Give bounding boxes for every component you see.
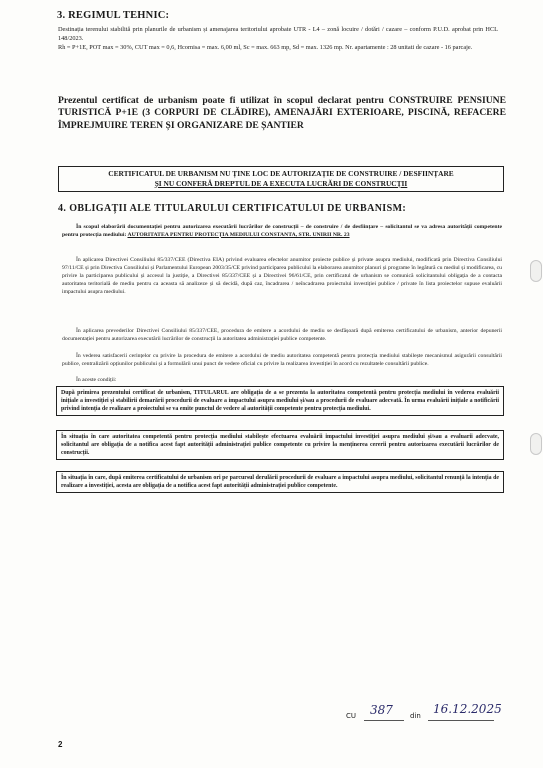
date-underline bbox=[428, 720, 494, 721]
obligation-box-2: În situația în care autoritatea competentă pentru protecția mediului stabilește efectuarea evaluării impactului investiției asupra mediului și/sau a evaluarii adecvate, solicitantul are obligația de a notifica acest fapt autorității administrației publice competente cu privire la menținerea cererii pentru autorizarea executării lucrărilor de construcții. bbox=[56, 430, 504, 460]
punch-hole-bottom bbox=[530, 433, 542, 455]
section-4-p2 bbox=[62, 257, 502, 297]
punch-hole-top bbox=[530, 260, 542, 282]
page-number: 2 bbox=[58, 740, 63, 749]
p3-text: În aplicarea prevederilor Directivei Consiliului 85/337/CEE, procedura de emitere a acordului de mediu se desfășoară după emiterea certificatului de urbanism, anterior depunerii documentației pentru autorizarea executării lucrărilor de construcții la autoritatea administrației publice competente. bbox=[62, 328, 502, 342]
cu-label: CU bbox=[346, 712, 357, 720]
section-4-title: 4. OBLIGAȚII ALE TITULARULUI CERTIFICATULUI DE URBANISM: bbox=[58, 203, 407, 214]
obligation-box-1: După primirea prezentului certificat de urbanism, TITULARUL are obligația de a se prezenta la autoritatea competentă pentru protecția mediului în vederea evaluării inițiale a investiției și stabilirii demarării procedurii de evaluare a impactului asupra mediului și/sau a procedurii de evaluare adecvată. În urma evaluării inițiale a notificării privind intenția de realizare a proiectului se va emite punctul de vedere al autorității competente pentru protecția mediului. bbox=[56, 386, 504, 416]
p4-text: În vederea satisfacerii cerințelor cu privire la procedura de emitere a acordului de mediu autoritatea competentă pentru protecția mediului stabilește mecanismul asigurării consultării publice, centralizării opțiunilor publicului și a formulării unui punct de vedere oficial cu privire la realizarea investiției în acord cu rezultatele consultării publice. bbox=[62, 353, 502, 367]
environment-authority: AUTORITATEA PENTRU PROTECȚIA MEDIULUI CONSTANTA, STR. UNIRII NR. 23 bbox=[127, 231, 350, 238]
section-4-p3 bbox=[62, 328, 502, 344]
warning-line-2: ȘI NU CONFERĂ DREPTUL DE A EXECUTA LUCRĂRI DE CONSTRUCȚII bbox=[154, 179, 408, 188]
din-label: din bbox=[410, 712, 421, 720]
section-4-p4 bbox=[62, 353, 502, 369]
cu-number: 387 bbox=[370, 703, 393, 717]
section-4-p5 bbox=[62, 377, 502, 385]
certificate-purpose: Prezentul certificat de urbanism poate fi utilizat în scopul declarat pentru CONSTRUIRE PENSIUNE TURISTICĂ P+1E (3 CORPURI DE CLĂDIRE), AMENAJĂRI EXTERIOARE, PISCINĂ, REFACERE ÎMPREJMUIRE TEREN ȘI ORGANIZARE DE ȘANTIER bbox=[58, 95, 506, 131]
section-3-title: 3. REGIMUL TEHNIC: bbox=[57, 10, 170, 21]
section-3-indicators: Rh = P+1E, POT max = 30%, CUT max = 0,6, Hcornisa = max. 6,00 ml, Sc = max. 663 mp, Sd = max. 1326 mp. Nr. apartamente : 28 unitati de cazare - 16 parcaje. bbox=[58, 44, 473, 51]
obligation-box-3: În situația în care, după emiterea certificatului de urbanism ori pe parcursul derulării procedurii de evaluare a impactului asupra mediului, solicitantul renunță la intenția de realizare a investiției, acesta are obligația de a notifica acest fapt autorității administrației publice competente. bbox=[56, 471, 504, 493]
warning-line-1: CERTIFICATUL DE URBANISM NU ȚINE LOC DE AUTORIZAȚIE DE CONSTRUIRE / DESFIINȚARE bbox=[108, 169, 454, 178]
issue-date: 16.12.2025 bbox=[433, 702, 502, 716]
section-3-destination: Destinația terenului stabilită prin planurile de urbanism și amenajarea teritoriului aprobate UTR - L4 – zonă locuire / dotări / cazare – conform P.U.D. aprobat prin HCL 148/2023. bbox=[58, 26, 498, 42]
p2-text: În aplicarea Directivei Consiliului 85/337/CEE (Directiva EIA) privind evaluarea efectelor anumitor proiecte publice și private asupra mediului, modificată prin Directiva Consiliului 97/11/CE și prin Directiva Consiliului și Parlamentului European 2003/35/CE privind participarea publicului la elaborarea anumitor planuri și programe în legătură cu mediul și modificarea, cu privire la participarea publicului și accesul la justiție, a Directivei 85/337/CEE și a Directivei 96/61/CE, prin certificatul de urbanism se comunică solicitantului obligația de a contacta autoritatea teritorială de mediu pentru ca aceasta să analizeze și să decidă, după caz, încadrarea / neîncadrarea proiectului investiției publice / private în lista proiectelor supuse evaluării impactului asupra mediului. bbox=[62, 257, 502, 295]
p1-text: În scopul elaborării documentației pentru autorizarea executării lucrărilor de construcții – de construire / de desființare – solicitantul se va adresa autorității competente pentru protecția mediului: bbox=[62, 224, 502, 238]
section-4-p1 bbox=[62, 224, 502, 240]
warning-box bbox=[58, 166, 504, 192]
p5-text: În aceste condiții: bbox=[76, 377, 117, 383]
cu-number-underline bbox=[364, 720, 404, 721]
